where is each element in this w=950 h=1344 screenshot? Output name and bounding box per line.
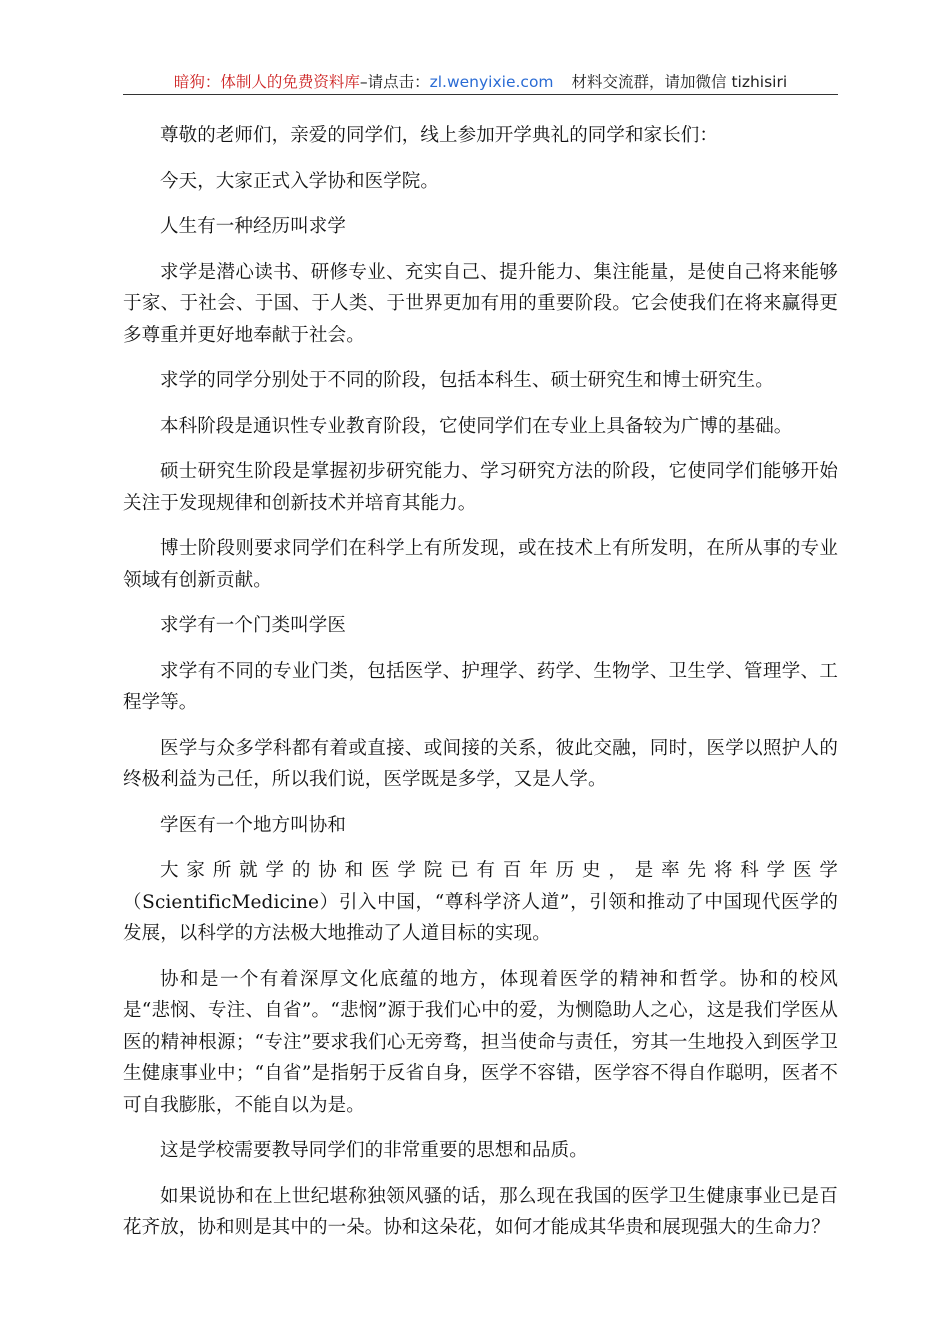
paragraph: 今天，大家正式入学协和医学院。 xyxy=(160,170,440,192)
paragraph: 求学是潜心读书、研修专业、充实自己、提升能力、集注能量，是使自己将来能够于家、于社会、于国、于人类、于世界更加有用的重要阶段。它会使我们在将来赢得更多尊重并更好地奉献于社会。 xyxy=(123,261,838,346)
paragraph: 求学有不同的专业门类，包括医学、护理学、药学、生物学、卫生学、管理学、工程学等。 xyxy=(123,660,838,713)
paragraph: 硕士研究生阶段是掌握初步研究能力、学习研究方法的阶段，它使同学们能够开始关注于发现规律和创新技术并培育其能力。 xyxy=(123,461,838,514)
paragraph-greeting: 尊敬的老师们，亲爱的同学们，线上参加开学典礼的同学和家长们： xyxy=(160,125,719,146)
paragraph: 医学与众多学科都有着或直接、或间接的关系，彼此交融，同时，医学以照护人的终极利益为己任，所以我们说，医学既是多学，又是人学。 xyxy=(123,737,838,790)
header-click-prompt: –请点击： xyxy=(359,73,430,91)
paragraph: 如果说协和在上世纪堪称独领风骚的话，那么现在我国的医学卫生健康事业已是百花齐放，协和则是其中的一朵。协和这朵花，如何才能成其华贵和展现强大的生命力？ xyxy=(123,1185,838,1238)
paragraph: 大家所就学的协和医学院已有百年历史，是率先将科学医学（ScientificMedicine）引入中国，“尊科学济人道”，引领和推动了中国现代医学的发展，以科学的方法极大地推动了人道目标的实现。 xyxy=(123,860,838,944)
header-site-name: 暗狗：体制人的免费资料库 xyxy=(173,73,360,91)
header-url-link[interactable]: zl.wenyixie.com xyxy=(429,73,554,91)
page-header xyxy=(123,70,838,95)
section-heading: 学医有一个地方叫协和 xyxy=(160,814,347,836)
section-heading: 求学有一个门类叫学医 xyxy=(160,615,347,636)
document-body xyxy=(123,120,838,1258)
paragraph: 本科阶段是通识性专业教育阶段，它使同学们在专业上具备较为广博的基础。 xyxy=(160,415,793,437)
header-wechat-text: 材料交流群，请加微信 tizhisiri xyxy=(571,73,788,91)
paragraph: 协和是一个有着深厚文化底蕴的地方，体现着医学的精神和哲学。协和的校风是“悲悯、专注、自省”。“悲悯”源于我们心中的爱，为恻隐助人之心，这是我们学医从医的精神根源；“专注”要求我们心无旁骛，担当使命与责任，穷其一生地投入到医学卫生健康事业中；“自省”是指躬于反省自身，医学不容错，医学容不得自作聪明，医者不可自我膨胀，不能自以为是。 xyxy=(123,968,838,1116)
paragraph: 这是学校需要教导同学们的非常重要的思想和品质。 xyxy=(160,1140,588,1161)
paragraph: 博士阶段则要求同学们在科学上有所发现，或在技术上有所发明，在所从事的专业领域有创新贡献。 xyxy=(123,538,838,591)
paragraph: 求学的同学分别处于不同的阶段，包括本科生、硕士研究生和博士研究生。 xyxy=(160,370,774,391)
section-heading: 人生有一种经历叫求学 xyxy=(160,216,347,237)
